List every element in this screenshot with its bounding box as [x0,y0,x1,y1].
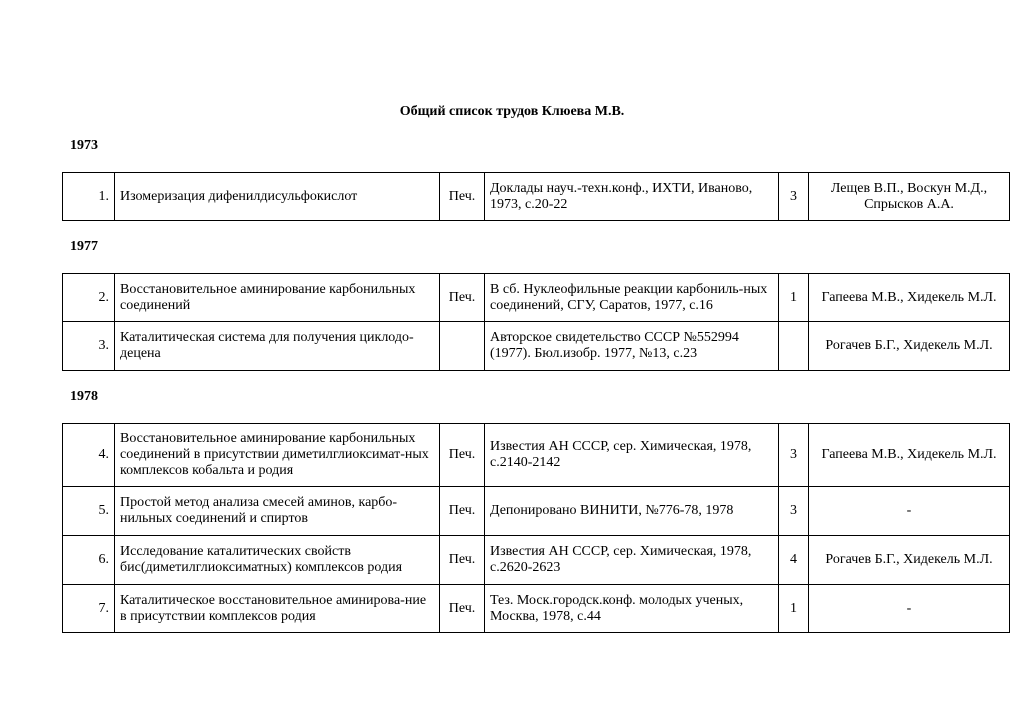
coauthors: Рогачев Б.Г., Хидекель М.Л. [809,322,1010,371]
publication-source: В сб. Нуклеофильные реакции карбониль-ных соединений, СГУ, Саратов, 1977, с.16 [485,274,779,322]
publication-form [440,322,485,371]
work-title: Изомеризация дифенилдисульфокислот [115,173,440,221]
table-row [63,536,1010,585]
table-row [63,322,1010,371]
row-number: 3. [63,322,115,371]
page-count: 1 [779,585,809,633]
year-heading-1978: 1978 [70,389,98,404]
publication-form: Печ. [440,424,485,487]
year-heading-1977: 1977 [70,239,98,254]
coauthors: Лещев В.П., Воскун М.Д., Спрысков А.А. [809,173,1010,221]
page-count: 3 [779,173,809,221]
document-title: Общий список трудов Клюева М.В. [399,104,625,119]
publication-source: Авторское свидетельство СССР №552994 (1977). Бюл.изобр. 1977, №13, с.23 [485,322,779,371]
publication-form: Печ. [440,585,485,633]
page-count: 3 [779,424,809,487]
work-title: Исследование каталитических свойств бис(диметилглиоксиматных) комплексов родия [115,536,440,585]
row-number: 5. [63,487,115,536]
table-row [63,585,1010,633]
publication-source: Доклады науч.-техн.конф., ИХТИ, Иваново, 1973, с.20-22 [485,173,779,221]
work-title: Каталитическая система для получения циклодо-децена [115,322,440,371]
work-title: Восстановительное аминирование карбонильных соединений в присутствии диметилглиоксимат-ных комплексов кобальта и родия [115,424,440,487]
page-count: 4 [779,536,809,585]
table-row [63,173,1010,221]
publication-source: Тез. Моск.городск.конф. молодых ученых, Москва, 1978, с.44 [485,585,779,633]
coauthors: Гапеева М.В., Хидекель М.Л. [809,424,1010,487]
table-row [63,487,1010,536]
publication-form: Печ. [440,487,485,536]
work-title: Каталитическое восстановительное аминирова-ние в присутствии комплексов родия [115,585,440,633]
table-row [63,274,1010,322]
row-number: 6. [63,536,115,585]
page-count: 3 [779,487,809,536]
row-number: 2. [63,274,115,322]
publication-source: Депонировано ВИНИТИ, №776-78, 1978 [485,487,779,536]
works-table-1978 [62,423,1010,633]
coauthors: Рогачев Б.Г., Хидекель М.Л. [809,536,1010,585]
publication-form: Печ. [440,173,485,221]
publication-source: Известия АН СССР, сер. Химическая, 1978, с.2140-2142 [485,424,779,487]
year-heading-1973: 1973 [70,138,98,153]
page-count: 1 [779,274,809,322]
row-number: 1. [63,173,115,221]
table-row [63,424,1010,487]
coauthors: Гапеева М.В., Хидекель М.Л. [809,274,1010,322]
publication-source: Известия АН СССР, сер. Химическая, 1978, с.2620-2623 [485,536,779,585]
publication-form: Печ. [440,536,485,585]
work-title: Простой метод анализа смесей аминов, карбо-нильных соединений и спиртов [115,487,440,536]
coauthors: - [809,487,1010,536]
row-number: 7. [63,585,115,633]
work-title: Восстановительное аминирование карбонильных соединений [115,274,440,322]
works-table-1977 [62,273,1010,371]
works-table-1973 [62,172,1010,221]
page-count [779,322,809,371]
coauthors: - [809,585,1010,633]
row-number: 4. [63,424,115,487]
publication-form: Печ. [440,274,485,322]
